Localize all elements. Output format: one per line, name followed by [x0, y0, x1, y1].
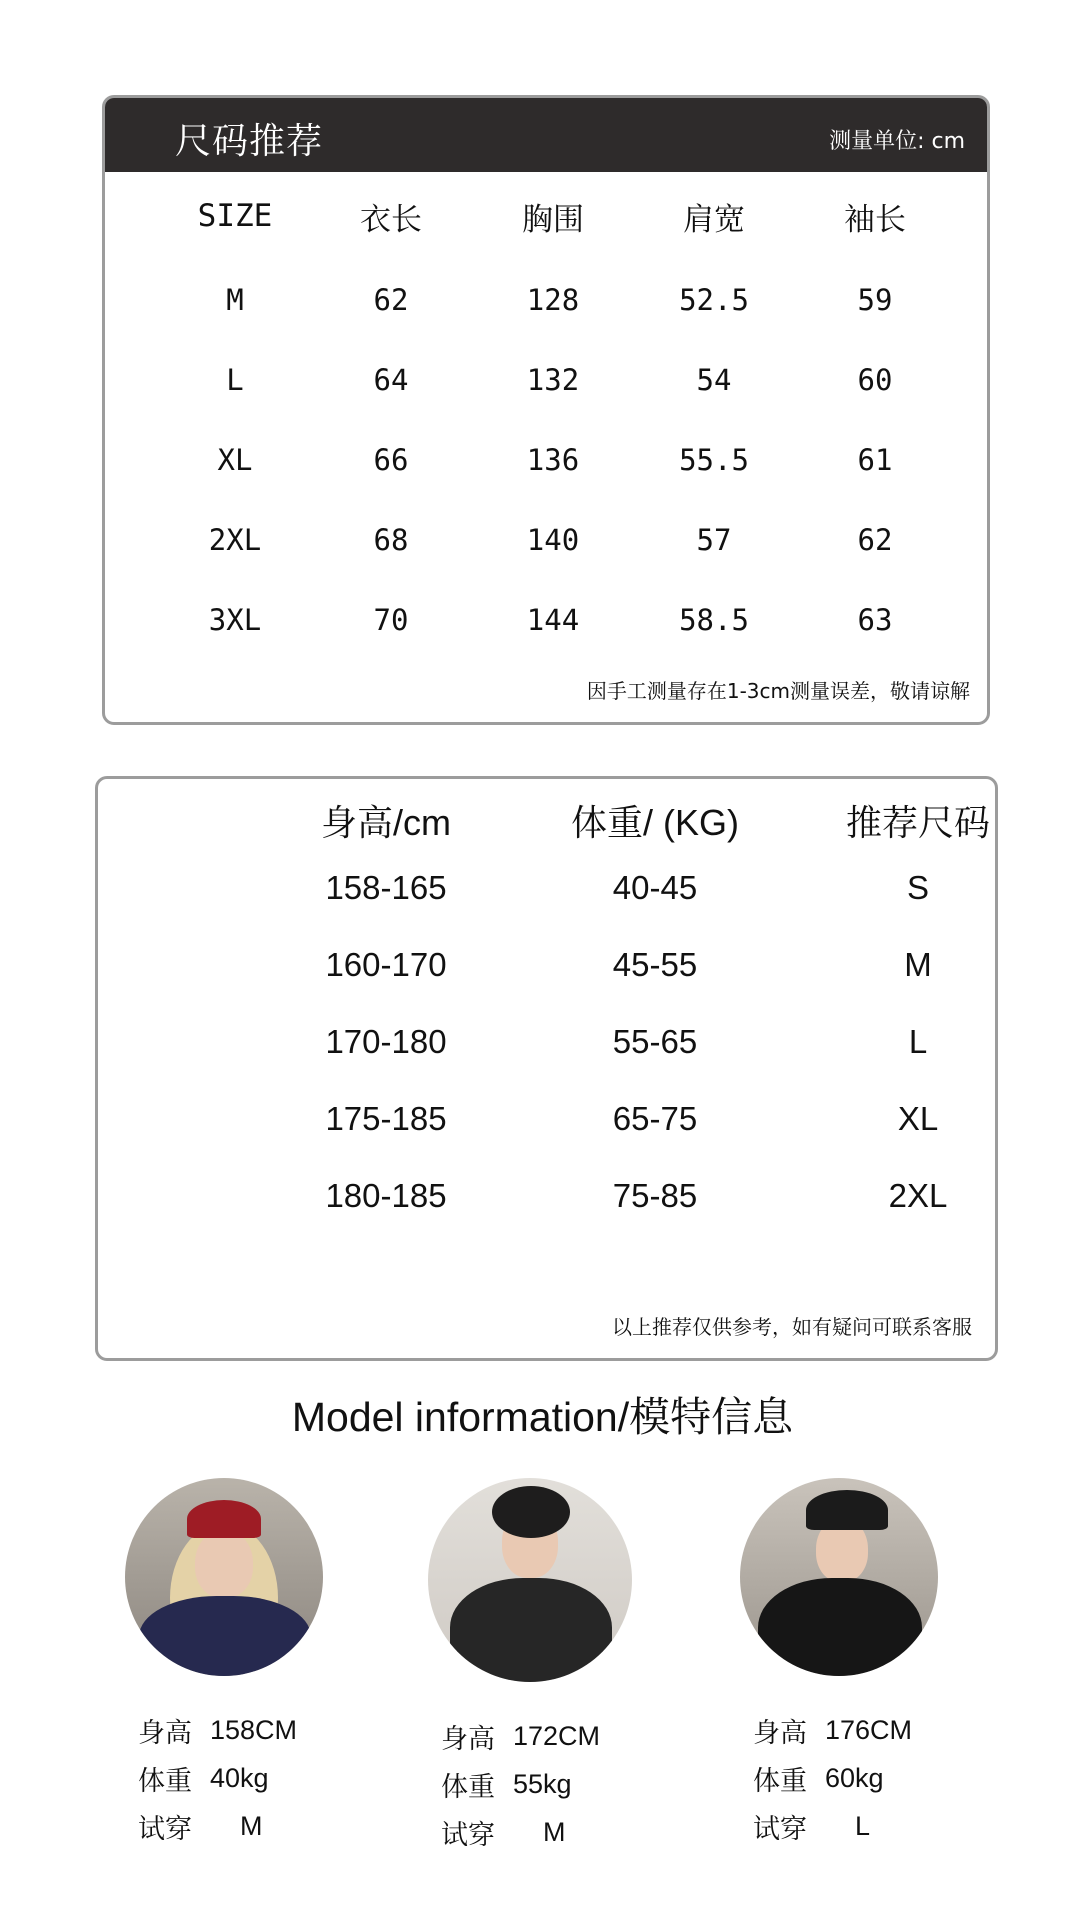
size-table-header: [105, 172, 987, 260]
stat-value: 176CM: [825, 1714, 913, 1745]
stat-value: 40kg: [210, 1762, 269, 1793]
shoulder-cell: 55.5: [679, 443, 749, 477]
size-cell: L: [226, 363, 244, 397]
shoulder-cell: 54: [696, 363, 732, 397]
height-cell: 175-185: [325, 1099, 447, 1137]
model-card: [125, 1478, 365, 1850]
table-row: [98, 926, 995, 1003]
height-cell: 180-185: [325, 1176, 447, 1214]
header-cell: 衣长: [360, 201, 422, 238]
table-row: [105, 420, 987, 500]
header-cell: 肩宽: [683, 201, 745, 238]
model-card: [428, 1478, 668, 1856]
weight-cell: 55-65: [612, 1022, 698, 1060]
weight-cell: 45-55: [612, 945, 698, 983]
size-cell: S: [906, 868, 929, 906]
model-weight: [441, 1760, 668, 1808]
model-photo: [428, 1478, 632, 1682]
length-cell: 62: [373, 283, 409, 317]
model-stats: [753, 1706, 980, 1850]
model-weight: [138, 1754, 365, 1802]
recommend-table: [98, 779, 995, 1234]
size-cell: 2XL: [888, 1176, 948, 1214]
table-row: [98, 1003, 995, 1080]
table-row: [98, 1157, 995, 1234]
stat-value: 172CM: [513, 1720, 601, 1751]
recommend-table-header: [98, 791, 995, 849]
sleeve-cell: 62: [857, 523, 893, 557]
sleeve-cell: 63: [857, 603, 893, 637]
table-row: [105, 580, 987, 660]
height-cell: 170-180: [325, 1022, 447, 1060]
sleeve-cell: 60: [857, 363, 893, 397]
size-table: [105, 172, 987, 660]
stat-label: 试穿: [753, 1813, 807, 1844]
stat-label: 体重: [138, 1765, 192, 1796]
length-cell: 64: [373, 363, 409, 397]
size-recommend-card: [95, 776, 998, 1361]
stat-value: 55kg: [513, 1768, 572, 1799]
header-cell: SIZE: [197, 198, 273, 234]
chest-cell: 144: [526, 603, 580, 637]
model-stats: [441, 1712, 668, 1856]
weight-cell: 75-85: [612, 1176, 698, 1214]
height-cell: 160-170: [325, 945, 447, 983]
shoulder-cell: 58.5: [679, 603, 749, 637]
size-cell: L: [908, 1022, 928, 1060]
stat-label: 身高: [441, 1723, 495, 1754]
shoulder-cell: 57: [696, 523, 732, 557]
header-cell: 体重/ (KG): [571, 801, 739, 843]
stat-value: M: [240, 1810, 263, 1841]
stat-label: 体重: [753, 1765, 807, 1796]
model-weight: [753, 1754, 980, 1802]
size-cell: M: [226, 283, 244, 317]
shoulder-cell: 52.5: [679, 283, 749, 317]
stat-value: M: [543, 1816, 566, 1847]
model-fit-size: [138, 1802, 365, 1850]
chest-cell: 136: [526, 443, 580, 477]
length-cell: 70: [373, 603, 409, 637]
size-chart-header: [105, 98, 987, 172]
table-row: [105, 500, 987, 580]
stat-label: 试穿: [441, 1819, 495, 1850]
stat-value: 158CM: [210, 1714, 298, 1745]
size-cell: M: [904, 945, 932, 983]
size-cell: XL: [217, 443, 253, 477]
table-row: [105, 260, 987, 340]
model-card: [740, 1478, 980, 1850]
model-photo: [125, 1478, 323, 1676]
model-info-title: Model information/模特信息: [291, 1394, 794, 1440]
model-photo: [740, 1478, 938, 1676]
table-row: [98, 1080, 995, 1157]
model-fit-size: [441, 1808, 668, 1856]
chest-cell: 132: [526, 363, 580, 397]
model-stats: [138, 1706, 365, 1850]
measurement-note: 因手工测量存在1-3cm测量误差，敬请谅解: [586, 679, 970, 703]
weight-cell: 40-45: [612, 868, 698, 906]
header-cell: 推荐尺码: [845, 801, 990, 843]
stat-label: 身高: [753, 1717, 807, 1748]
stat-value: 60kg: [825, 1762, 884, 1793]
size-chart-card: [102, 95, 990, 725]
measure-unit: 测量单位: cm: [829, 129, 965, 154]
recommend-note: 以上推荐仅供参考，如有疑问可联系客服: [612, 1315, 972, 1339]
model-height: [441, 1712, 668, 1760]
size-cell: 2XL: [208, 523, 262, 557]
size-cell: 3XL: [208, 603, 262, 637]
stat-value: L: [855, 1810, 871, 1841]
length-cell: 68: [373, 523, 409, 557]
height-cell: 158-165: [325, 868, 447, 906]
header-cell: 身高/cm: [321, 801, 451, 843]
sleeve-cell: 59: [857, 283, 893, 317]
size-chart-title: 尺码推荐: [175, 121, 324, 162]
stat-label: 试穿: [138, 1813, 192, 1844]
stat-label: 体重: [441, 1771, 495, 1802]
model-height: [138, 1706, 365, 1754]
header-cell: 袖长: [844, 201, 906, 238]
length-cell: 66: [373, 443, 409, 477]
size-cell: XL: [897, 1099, 939, 1137]
chest-cell: 128: [526, 283, 580, 317]
sleeve-cell: 61: [857, 443, 893, 477]
weight-cell: 65-75: [612, 1099, 698, 1137]
chest-cell: 140: [526, 523, 580, 557]
stat-label: 身高: [138, 1717, 192, 1748]
header-cell: 胸围: [522, 201, 584, 238]
table-row: [105, 340, 987, 420]
model-fit-size: [753, 1802, 980, 1850]
model-height: [753, 1706, 980, 1754]
table-row: [98, 849, 995, 926]
